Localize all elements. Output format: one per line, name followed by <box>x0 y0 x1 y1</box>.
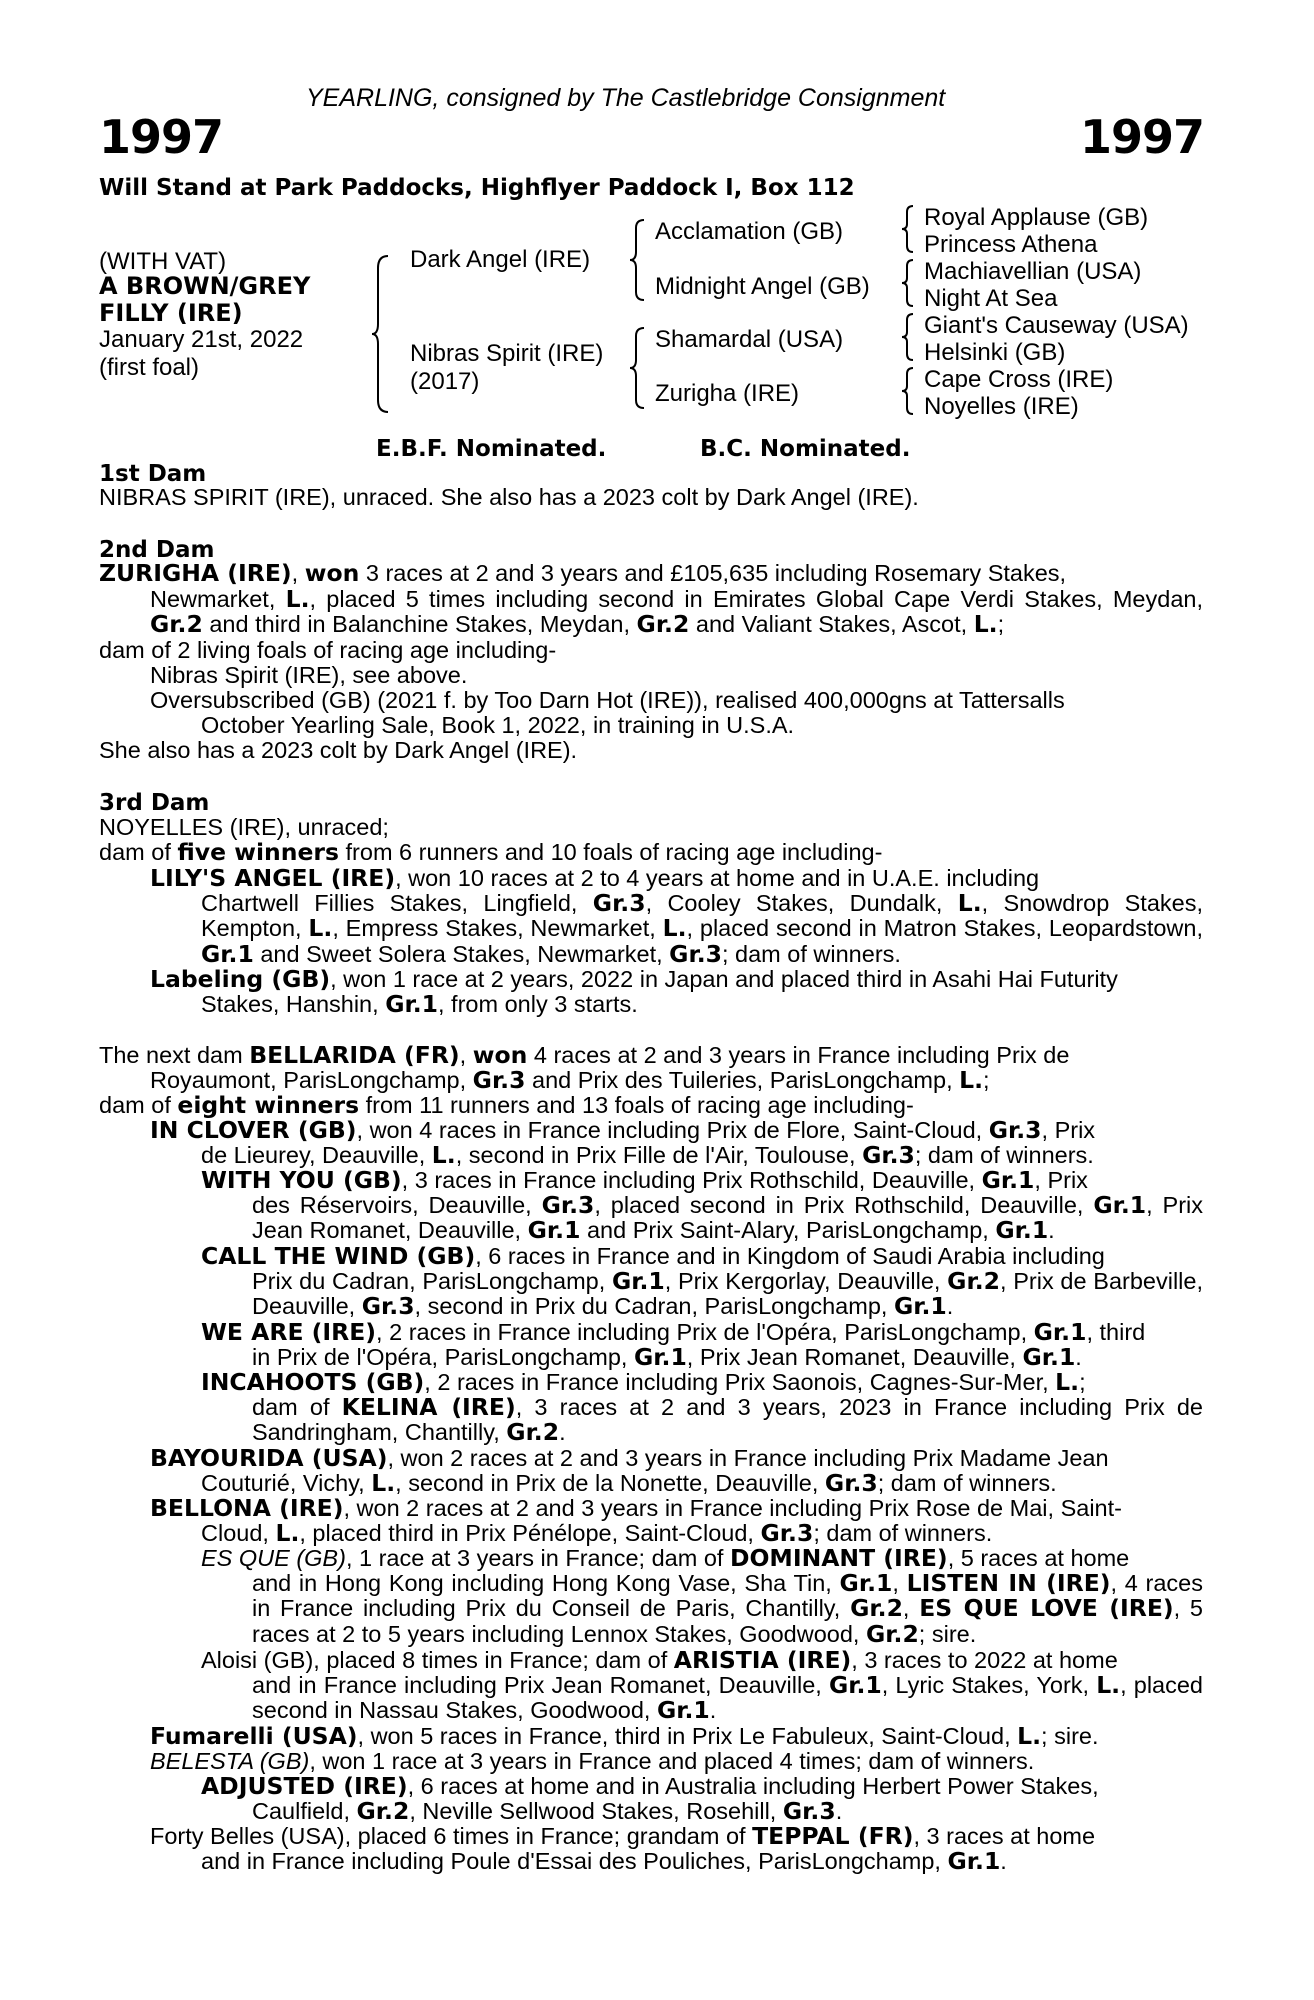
produce-call-the-wind: CALL THE WIND (GB), 6 races in France and in Kingdom of Saudi Arabia including <box>201 1242 1105 1270</box>
produce-labeling-cont: Stakes, Hanshin, Gr.1, from only 3 starts. <box>201 990 638 1018</box>
produce-bellona: BELLONA (IRE), won 2 races at 2 and 3 years in France including Prix Rose de Mai, Saint- <box>150 1494 1122 1522</box>
pedigree-dam-dam: Zurigha (IRE) <box>655 380 800 407</box>
produce-adjusted-cont: Caulfield, Gr.2, Neville Sellwood Stakes, Rosehill, Gr.3. <box>252 1797 843 1825</box>
produce-belesta: BELESTA (GB), won 1 race at 3 years in France and placed 4 times; dam of winners. <box>150 1748 1035 1774</box>
second-dam-produce-intro: dam of 2 living foals of racing age including- <box>99 637 557 663</box>
pedigree-brace-main <box>370 254 392 414</box>
horse-description-line1: A BROWN/GREY <box>99 272 311 300</box>
foal-note: (first foal) <box>99 354 200 381</box>
produce-lilys-angel-cont: Chartwell Fillies Stakes, Lingfield, Gr.3, Cooley Stakes, Dundalk, L., Snowdrop Stakes, Kempton, L., Empress Stakes, Newmarket, L., placed second in Matron Stakes, Leopardstown, Gr.1 and Sweet Solera Stakes, Newmarket, Gr.3; dam of winners. <box>201 889 1204 968</box>
second-dam-record: ZURIGHA (IRE), won 3 races at 2 and 3 years and £105,635 including Rosemary Stakes, <box>99 559 1067 587</box>
second-dam-also: She also has a 2023 colt by Dark Angel (IRE). <box>99 737 578 763</box>
produce-with-you: WITH YOU (GB), 3 races in France including Prix Rothschild, Deauville, Gr.1, Prix <box>201 1166 1088 1194</box>
pedigree-brace-dam <box>628 326 648 410</box>
pedigree-brace-ds <box>900 312 916 362</box>
pedigree-dam: Nibras Spirit (IRE) <box>410 340 604 367</box>
produce-in-clover-cont: de Lieurey, Deauville, L., second in Prix Fille de l'Air, Toulouse, Gr.3; dam of winners. <box>201 1141 1094 1169</box>
produce-es-que: ES QUE (GB), 1 race at 3 years in France; dam of DOMINANT (IRE), 5 races at home <box>201 1544 1130 1572</box>
produce-aloisi: Aloisi (GB), placed 8 times in France; dam of ARISTIA (IRE), 3 races to 2022 at home <box>201 1646 1118 1674</box>
fourth-dam-produce-intro: dam of eight winners from 11 runners and 13 foals of racing age including- <box>99 1091 914 1119</box>
horse-description-line2: FILLY (IRE) <box>99 299 243 327</box>
produce-call-the-wind-cont: Prix du Cadran, ParisLongchamp, Gr.1, Prix Kergorlay, Deauville, Gr.2, Prix de Barbeville, Deauville, Gr.3, second in Prix du Cadran, ParisLongchamp, Gr.1. <box>252 1267 1203 1321</box>
produce-we-are: WE ARE (IRE), 2 races in France including Prix de l'Opéra, ParisLongchamp, Gr.1, third <box>201 1318 1146 1346</box>
bc-nomination: B.C. Nominated. <box>700 436 911 462</box>
produce-bayourida-cont: Couturié, Vichy, L., second in Prix de la Nonette, Deauville, Gr.3; dam of winners. <box>201 1469 1057 1497</box>
lot-number-right: 1997 <box>1079 110 1204 164</box>
produce-bellona-cont: Cloud, L., placed third in Prix Pénélope, Saint-Cloud, Gr.3; dam of winners. <box>201 1519 993 1547</box>
produce-forty-belles-cont: and in France including Poule d'Essai des Pouliches, ParisLongchamp, Gr.1. <box>201 1847 1007 1875</box>
pedigree-brace-dd <box>900 366 916 416</box>
produce-in-clover: IN CLOVER (GB), won 4 races in France including Prix de Flore, Saint-Cloud, Gr.3, Prix <box>150 1116 1096 1144</box>
pedigree-sdd: Night At Sea <box>924 285 1058 312</box>
pedigree-sss: Royal Applause (GB) <box>924 204 1149 231</box>
produce-aloisi-cont: and in France including Prix Jean Romanet, Deauville, Gr.1, Lyric Stakes, York, L., placed second in Nassau Stakes, Goodwood, Gr.1. <box>252 1671 1204 1725</box>
pedigree-sire-sire: Acclamation (GB) <box>655 218 844 245</box>
date-of-birth: January 21st, 2022 <box>99 326 304 353</box>
pedigree-dam-sire: Shamardal (USA) <box>655 326 844 353</box>
pedigree-dds: Cape Cross (IRE) <box>924 366 1114 393</box>
fourth-dam-record: The next dam BELLARIDA (FR), won 4 races at 2 and 3 years in France including Prix de <box>99 1041 1070 1069</box>
third-dam-produce-intro: dam of five winners from 6 runners and 10 foals of racing age including- <box>99 838 883 866</box>
vat-note: (WITH VAT) <box>99 248 227 275</box>
pedigree-brace-ss <box>900 204 916 254</box>
second-dam-heading: 2nd Dam <box>99 537 215 563</box>
pedigree-dsd: Helsinki (GB) <box>924 339 1066 366</box>
produce-with-you-cont: des Réservoirs, Deauville, Gr.3, placed second in Prix Rothschild, Deauville, Gr.1, Prix Jean Romanet, Deauville, Gr.1 and Prix Saint-Alary, ParisLongchamp, Gr.1. <box>252 1191 1204 1245</box>
produce-nibras-spirit: Nibras Spirit (IRE), see above. <box>150 662 468 688</box>
first-dam-heading: 1st Dam <box>99 461 207 487</box>
ebf-nomination: E.B.F. Nominated. <box>376 436 607 462</box>
produce-we-are-cont: in Prix de l'Opéra, ParisLongchamp, Gr.1, Prix Jean Romanet, Deauville, Gr.1. <box>252 1343 1082 1371</box>
first-dam-text: NIBRAS SPIRIT (IRE), unraced. She also has a 2023 colt by Dark Angel (IRE). <box>99 484 919 510</box>
lot-number-left: 1997 <box>99 110 224 164</box>
consignment-line: YEARLING, consigned by The Castlebridge Consignment <box>306 84 946 112</box>
produce-fumarelli: Fumarelli (USA), won 5 races in France, third in Prix Le Fabuleux, Saint-Cloud, L.; sire. <box>150 1722 1099 1750</box>
produce-incahoots: INCAHOOTS (GB), 2 races in France including Prix Saonois, Cagnes-Sur-Mer, L.; <box>201 1368 1086 1396</box>
pedigree-brace-sire <box>628 218 648 302</box>
pedigree-sire: Dark Angel (IRE) <box>410 246 591 273</box>
stand-location: Will Stand at Park Paddocks, Highflyer Paddock I, Box 112 <box>99 175 855 201</box>
third-dam-record: NOYELLES (IRE), unraced; <box>99 814 389 840</box>
pedigree-brace-sd <box>900 258 916 308</box>
pedigree-sds: Machiavellian (USA) <box>924 258 1142 285</box>
pedigree-ddd: Noyelles (IRE) <box>924 393 1079 420</box>
produce-bayourida: BAYOURIDA (USA), won 2 races at 2 and 3 years in France including Prix Madame Jean <box>150 1444 1109 1472</box>
produce-adjusted: ADJUSTED (IRE), 6 races at home and in Australia including Herbert Power Stakes, <box>201 1772 1099 1800</box>
pedigree-ssd: Princess Athena <box>924 231 1098 258</box>
fourth-dam-record-cont: Royaumont, ParisLongchamp, Gr.3 and Prix des Tuileries, ParisLongchamp, L.; <box>150 1066 990 1094</box>
pedigree-sire-dam: Midnight Angel (GB) <box>655 273 870 300</box>
pedigree-dam-year: (2017) <box>410 368 480 395</box>
produce-oversubscribed-cont: October Yearling Sale, Book 1, 2022, in training in U.S.A. <box>201 712 795 738</box>
produce-es-que-cont: and in Hong Kong including Hong Kong Vase, Sha Tin, Gr.1, LISTEN IN (IRE), 4 races in France including Prix du Conseil de Paris, Chantilly, Gr.2, ES QUE LOVE (IRE), 5 races at 2 to 5 years including Lennox Stakes, Goodwood, Gr.2; sire. <box>252 1569 1204 1648</box>
third-dam-heading: 3rd Dam <box>99 790 210 816</box>
produce-forty-belles: Forty Belles (USA), placed 6 times in France; grandam of TEPPAL (FR), 3 races at home <box>150 1822 1096 1850</box>
produce-incahoots-cont: dam of KELINA (IRE), 3 races at 2 and 3 years, 2023 in France including Prix de Sandringham, Chantilly, Gr.2. <box>252 1393 1204 1447</box>
pedigree-dss: Giant's Causeway (USA) <box>924 312 1189 339</box>
produce-lilys-angel: LILY'S ANGEL (IRE), won 10 races at 2 to 4 years at home and in U.A.E. including <box>150 864 1040 892</box>
second-dam-record-cont: Newmarket, L., placed 5 times including second in Emirates Global Cape Verdi Stakes, Meydan, Gr.2 and third in Balanchine Stakes, Meydan, Gr.2 and Valiant Stakes, Ascot, L.; <box>150 585 1203 639</box>
produce-labeling: Labeling (GB), won 1 race at 2 years, 2022 in Japan and placed third in Asahi Hai Futurity <box>150 965 1118 993</box>
produce-oversubscribed: Oversubscribed (GB) (2021 f. by Too Darn Hot (IRE)), realised 400,000gns at Tattersalls <box>150 687 1065 713</box>
